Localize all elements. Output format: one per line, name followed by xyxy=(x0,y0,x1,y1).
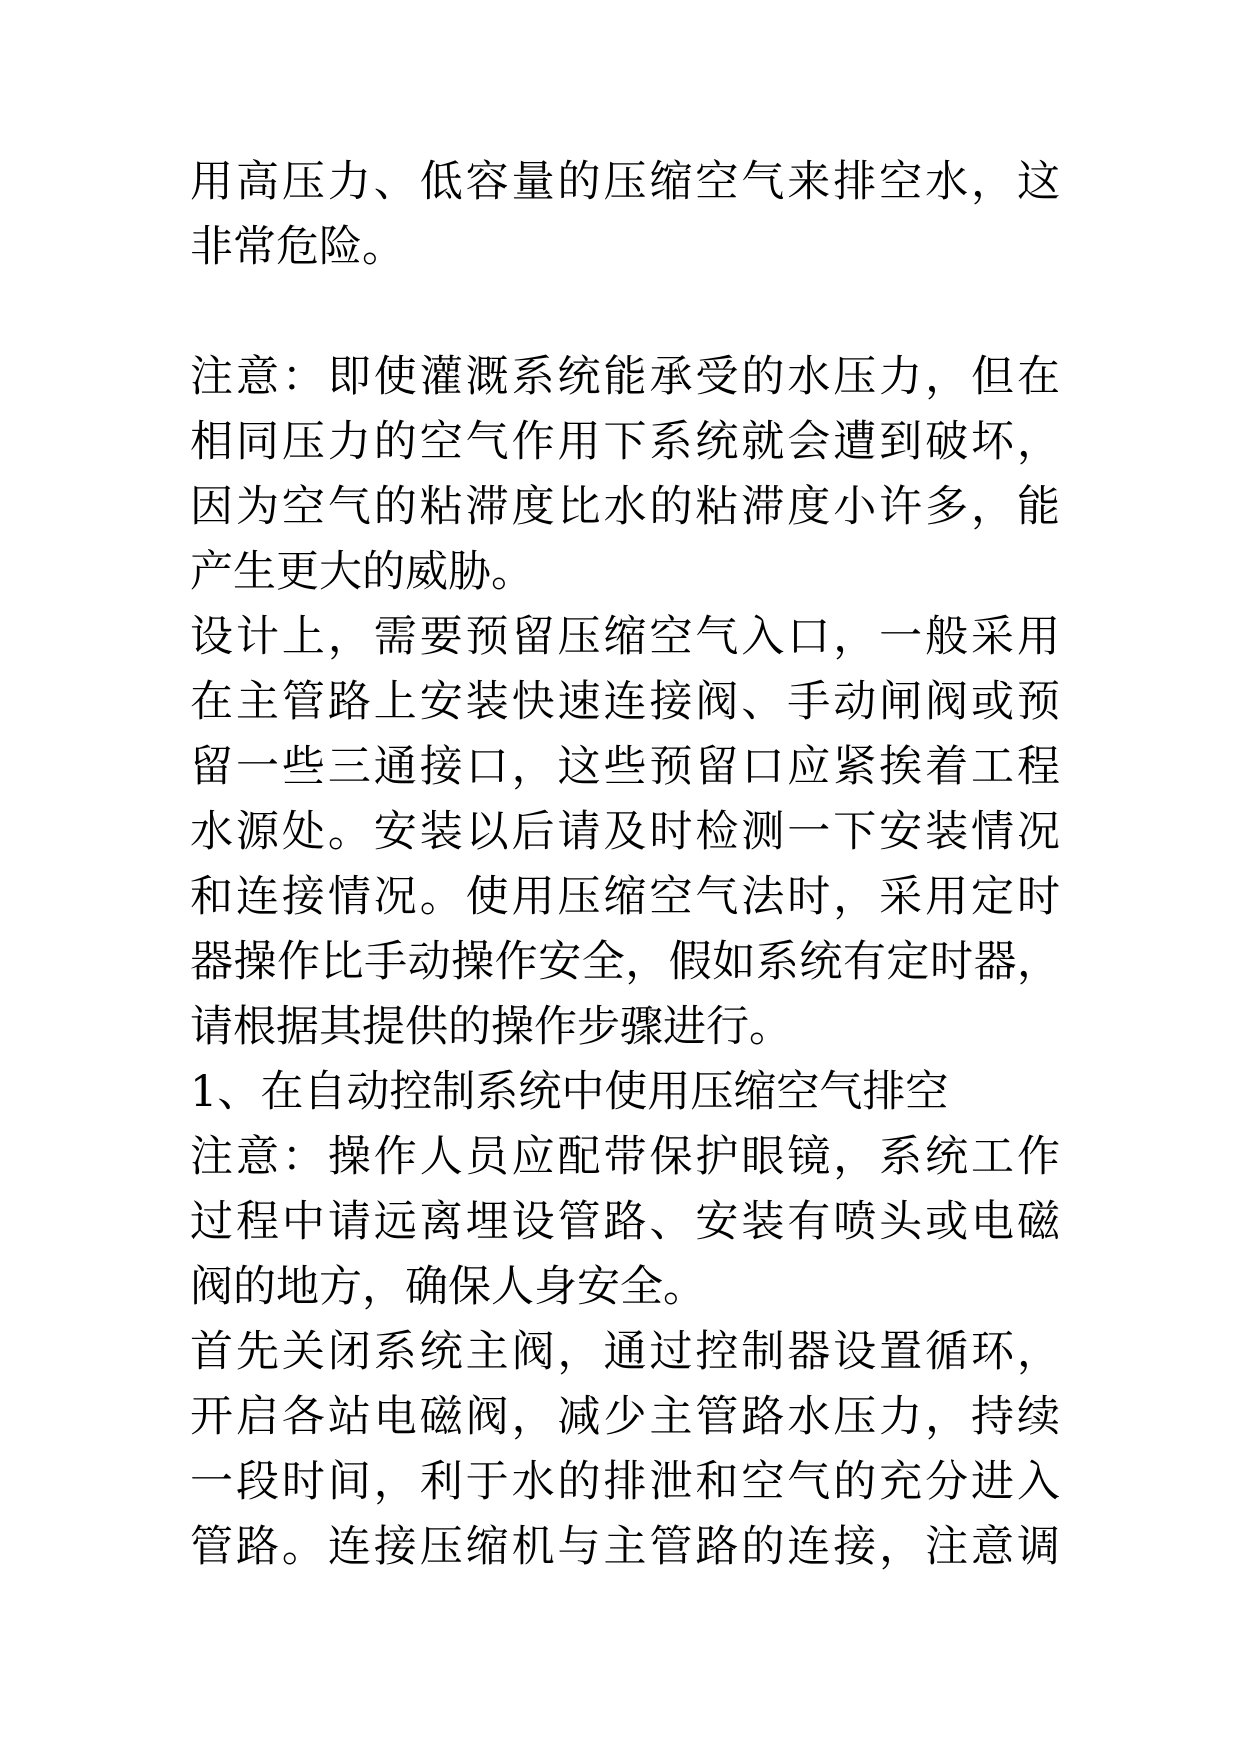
text-line: 用高压力、低容量的压缩空气来排空水，这 xyxy=(190,157,1060,207)
text-line: 产生更大的威胁。 xyxy=(190,547,534,597)
text-line: 非常危险。 xyxy=(190,222,405,272)
text-line: 和连接情况。使用压缩空气法时，采用定时 xyxy=(190,872,1060,922)
text-line: 请根据其提供的操作步骤进行。 xyxy=(190,1002,792,1052)
text-line: 在主管路上安装快速连接阀、手动闸阀或预 xyxy=(190,677,1060,727)
text-line: 一段时间，利于水的排泄和空气的充分进入 xyxy=(190,1457,1060,1507)
text-line: 相同压力的空气作用下系统就会遭到破坏， xyxy=(190,417,1060,467)
section-heading: 1、在自动控制系统中使用压缩空气排空 xyxy=(190,1067,949,1117)
text-line: 因为空气的粘滞度比水的粘滞度小许多，能 xyxy=(190,482,1060,532)
text-line: 管路。连接压缩机与主管路的连接，注意调 xyxy=(190,1522,1060,1572)
text-line: 注意：操作人员应配带保护眼镜，系统工作 xyxy=(190,1132,1060,1182)
text-line: 设计上，需要预留压缩空气入口，一般采用 xyxy=(190,612,1060,662)
text-line: 注意：即使灌溉系统能承受的水压力，但在 xyxy=(190,352,1060,402)
text-line: 水源处。安装以后请及时检测一下安装情况 xyxy=(190,807,1060,857)
text-line: 开启各站电磁阀，减少主管路水压力，持续 xyxy=(190,1392,1060,1442)
text-line: 首先关闭系统主阀，通过控制器设置循环， xyxy=(190,1327,1060,1377)
text-line: 过程中请远离埋设管路、安装有喷头或电磁 xyxy=(190,1197,1060,1247)
body-text xyxy=(190,150,1060,1580)
paragraph-gap xyxy=(190,280,1060,345)
text-line: 阀的地方，确保人身安全。 xyxy=(190,1262,706,1312)
text-line: 器操作比手动操作安全，假如系统有定时器， xyxy=(190,937,1060,987)
text-line: 留一些三通接口，这些预留口应紧挨着工程 xyxy=(190,742,1060,792)
